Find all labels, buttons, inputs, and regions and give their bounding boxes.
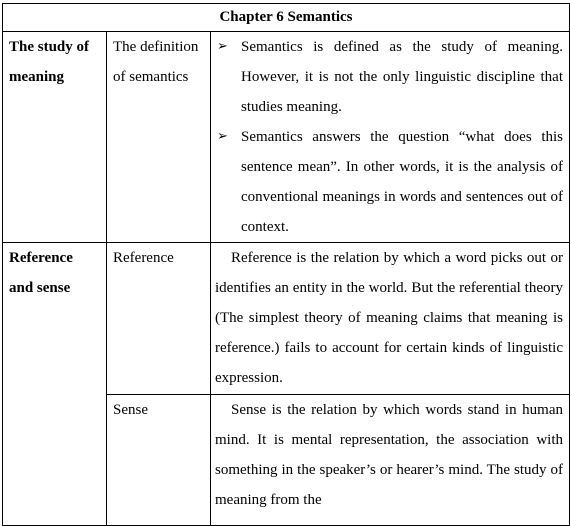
table-row [3,243,570,395]
paragraph: Reference is the relation by which a word picks out or identifies an entity in the world. But the referential theory (The simplest theory of meaning claims that meaning is reference.) fails to account for certain kinds of linguistic expression. [215,250,563,386]
title-row [3,4,570,32]
subtopic-cell: Sense [107,395,211,526]
topic-cell: The study of meaning [3,32,107,243]
description-cell [211,243,570,395]
topic-cell: Reference and sense [3,243,107,526]
paragraph: Sense is the relation by which words stand in human mind. It is mental representation, the association with something in the speaker’s or hearer’s mind. The study of meaning from the [215,402,563,508]
bullet-list [215,32,563,242]
bullet-text: Semantics answers the question “what does this sentence mean”. In other words, it is the analysis of conventional meanings in words and sentences out of context. [241,129,563,235]
arrow-bullet-icon: ➢ [217,39,228,54]
description-cell [211,32,570,243]
semantics-table [2,3,570,526]
list-item [215,122,563,242]
subtopic-cell: Reference [107,243,211,395]
subtopic-cell: The definition of semantics [107,32,211,243]
list-item [215,32,563,122]
bullet-text: Semantics is defined as the study of meaning. However, it is not the only linguistic discipline that studies meaning. [241,39,563,115]
description-cell [211,395,570,526]
table-row [3,32,570,243]
arrow-bullet-icon: ➢ [217,129,228,144]
table-title: Chapter 6 Semantics [3,4,570,32]
